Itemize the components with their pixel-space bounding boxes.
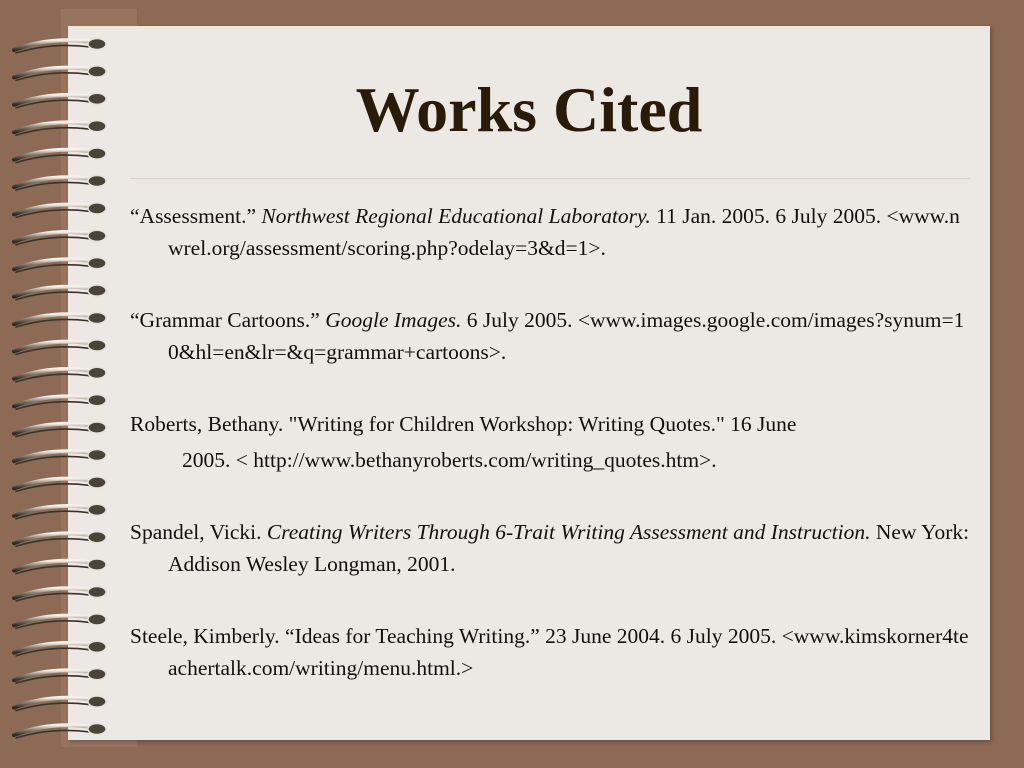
works-cited-list	[130, 200, 975, 724]
spiral-coil-icon	[14, 422, 106, 437]
spiral-coil-icon	[14, 614, 106, 629]
citation-source: Google Images.	[325, 308, 462, 332]
citation-details: 6 July 2005. <www.images.google.com/images?synum=10&hl=en&lr=&q=grammar+cartoons>.	[168, 308, 965, 364]
spiral-coil-icon	[14, 450, 106, 465]
citation-line-1: Roberts, Bethany. "Writing for Children Workshop: Writing Quotes." 16 June	[130, 412, 797, 436]
spiral-coil-icon	[14, 367, 106, 382]
citation-lead: “Grammar Cartoons.”	[130, 308, 326, 332]
citation-lead: Spandel, Vicki.	[130, 520, 267, 544]
spiral-coil-icon	[14, 258, 106, 273]
citation-lead: Steele, Kimberly. “Ideas for Teaching Writing.” 23 June 2004. 6 July 2005. <www.kimskorner4teachertalk.com/writing/menu.html.>	[130, 624, 969, 680]
spiral-coil-icon	[14, 559, 106, 574]
spiral-coil-icon	[14, 477, 106, 492]
spiral-coil-icon	[14, 669, 106, 684]
spiral-coil-icon	[14, 313, 106, 328]
citation-entry-assessment	[130, 200, 975, 264]
citation-details: 11 Jan. 2005. 6 July 2005. <www.nwrel.org/assessment/scoring.php?odelay=3&d=1>.	[168, 204, 960, 260]
spiral-coil-icon	[14, 39, 106, 54]
slide-title: Works Cited	[355, 74, 703, 145]
citation-source: Northwest Regional Educational Laboratory.	[261, 204, 651, 228]
spiral-coil-icon	[14, 696, 106, 711]
spiral-coil-icon	[14, 587, 106, 602]
spiral-coil-icon	[14, 176, 106, 191]
spiral-coil-icon	[14, 724, 106, 739]
citation-entry-spandel	[130, 516, 975, 580]
spiral-coil-icon	[14, 532, 106, 547]
citation-lead: “Assessment.”	[130, 204, 262, 228]
spiral-coil-icon	[14, 203, 106, 218]
spiral-coil-icon	[14, 504, 106, 519]
title-divider	[130, 178, 970, 179]
spiral-coil-icon	[14, 148, 106, 163]
citation-details: New York: Addison Wesley Longman, 2001.	[168, 520, 970, 576]
spiral-coil-icon	[14, 285, 106, 300]
citation-source: Creating Writers Through 6-Trait Writing Assessment and Instruction.	[266, 520, 871, 544]
citation-line-2: 2005. < http://www.bethanyroberts.com/writing_quotes.htm>.	[182, 448, 717, 472]
citation-entry-steele	[130, 620, 975, 684]
spiral-coil-icon	[14, 340, 106, 355]
citation-entry-grammar-cartoons	[130, 304, 975, 368]
spiral-coil-icon	[14, 395, 106, 410]
citation-entry-roberts	[130, 408, 975, 476]
spiral-coil-icon	[14, 641, 106, 656]
spiral-coil-icon	[14, 230, 106, 245]
